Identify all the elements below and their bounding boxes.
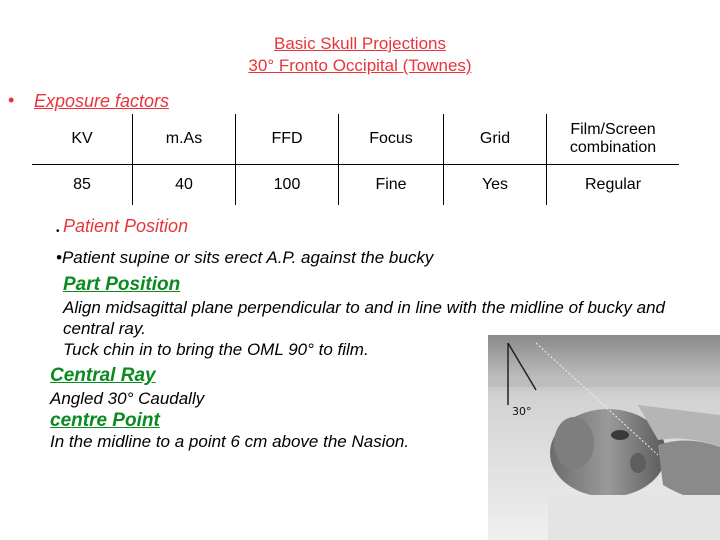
part-position-tuck-text: Tuck chin in to bring the OML 90° to film. — [63, 340, 369, 359]
patient-position-heading: Patient Position — [63, 216, 189, 236]
slide-title — [0, 33, 720, 77]
header-grid: Grid — [444, 114, 547, 165]
patient-position-text: •Patient supine or sits erect A.P. against the bucky — [56, 248, 434, 267]
value-film-screen: Regular — [547, 165, 680, 206]
header-mas: m.As — [133, 114, 236, 165]
value-mas: 40 — [133, 165, 236, 206]
title-line-1: Basic Skull Projections — [274, 34, 446, 53]
central-ray-text: Angled 30° Caudally — [50, 389, 205, 408]
header-ffd: FFD — [236, 114, 339, 165]
value-focus: Fine — [339, 165, 444, 206]
part-position-heading: Part Position — [63, 274, 181, 295]
patient-position-bullet-icon: • — [56, 226, 60, 237]
table-header-row — [32, 114, 679, 165]
part-position-text: Align midsagittal plane perpendicular to and in line with the midline of bucky and central ray. — [63, 298, 665, 338]
title-line-2: 30° Fronto Occipital (Townes) — [248, 56, 472, 75]
angle-label: 30° — [512, 405, 532, 418]
header-focus: Focus — [339, 114, 444, 165]
bullet-icon: • — [8, 90, 15, 110]
table-value-row — [32, 165, 679, 206]
header-film-screen: Film/Screen combination — [547, 114, 680, 165]
central-ray-heading: Central Ray — [50, 365, 156, 386]
value-ffd: 100 — [236, 165, 339, 206]
exposure-table — [32, 114, 679, 205]
value-kv: 85 — [73, 176, 91, 193]
centre-point-heading: centre Point — [50, 410, 160, 431]
patient-positioning-photo — [488, 335, 720, 540]
exposure-factors-heading: Exposure factors — [34, 91, 170, 111]
header-kv: KV — [32, 114, 133, 165]
value-grid: Yes — [444, 165, 547, 206]
centre-point-text: In the midline to a point 6 cm above the Nasion. — [50, 432, 410, 451]
